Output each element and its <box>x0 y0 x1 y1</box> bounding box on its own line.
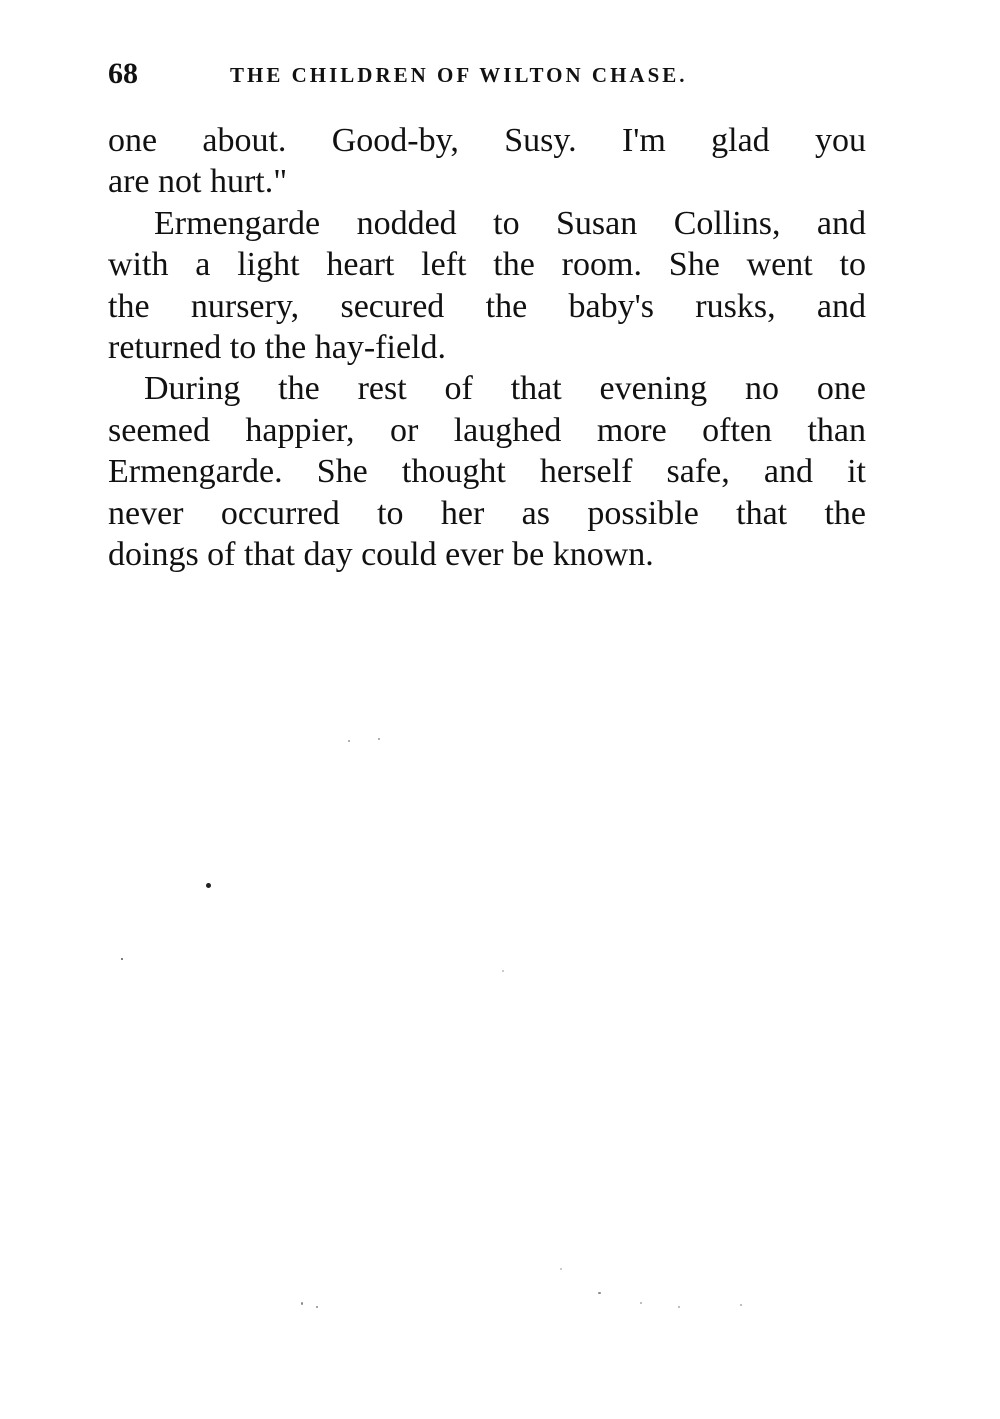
paper-speck <box>301 1302 303 1305</box>
text-line: During the rest of that evening no one <box>144 370 866 408</box>
running-head <box>108 56 868 92</box>
paper-speck <box>348 740 350 742</box>
text-line: seemed happier, or laughed more often than <box>108 411 866 449</box>
text-line: the nursery, secured the baby's rusks, and <box>108 287 866 325</box>
paper-speck <box>678 1306 680 1308</box>
paper-speck <box>598 1292 601 1294</box>
paper-speck <box>502 970 504 972</box>
paragraph <box>108 368 866 575</box>
body-text <box>108 120 866 575</box>
text-line: returned to the hay-field. <box>108 328 446 366</box>
text-line: one about. Good-by, Susy. I'm glad you <box>108 122 866 159</box>
paragraph <box>108 120 866 203</box>
text-line: Ermengarde. She thought herself safe, and it <box>108 453 866 491</box>
book-title-header: THE CHILDREN OF WILTON CHASE. <box>230 63 688 87</box>
text-line: with a light heart left the room. She went to <box>108 246 866 284</box>
paper-speck <box>560 1268 562 1270</box>
text-line: never occurred to her as possible that the <box>108 494 866 532</box>
paper-speck <box>121 958 123 960</box>
paper-speck <box>316 1306 318 1308</box>
paper-speck <box>640 1302 642 1304</box>
text-line: are not hurt." <box>108 163 288 201</box>
page-number: 68 <box>108 57 138 90</box>
text-line: Ermengarde nodded to Susan Collins, and <box>154 204 866 242</box>
paper-speck <box>378 738 380 740</box>
paragraph <box>108 203 866 369</box>
text-line: doings of that day could ever be known. <box>108 535 654 573</box>
paper-speck <box>206 883 211 888</box>
paper-speck <box>740 1304 742 1306</box>
